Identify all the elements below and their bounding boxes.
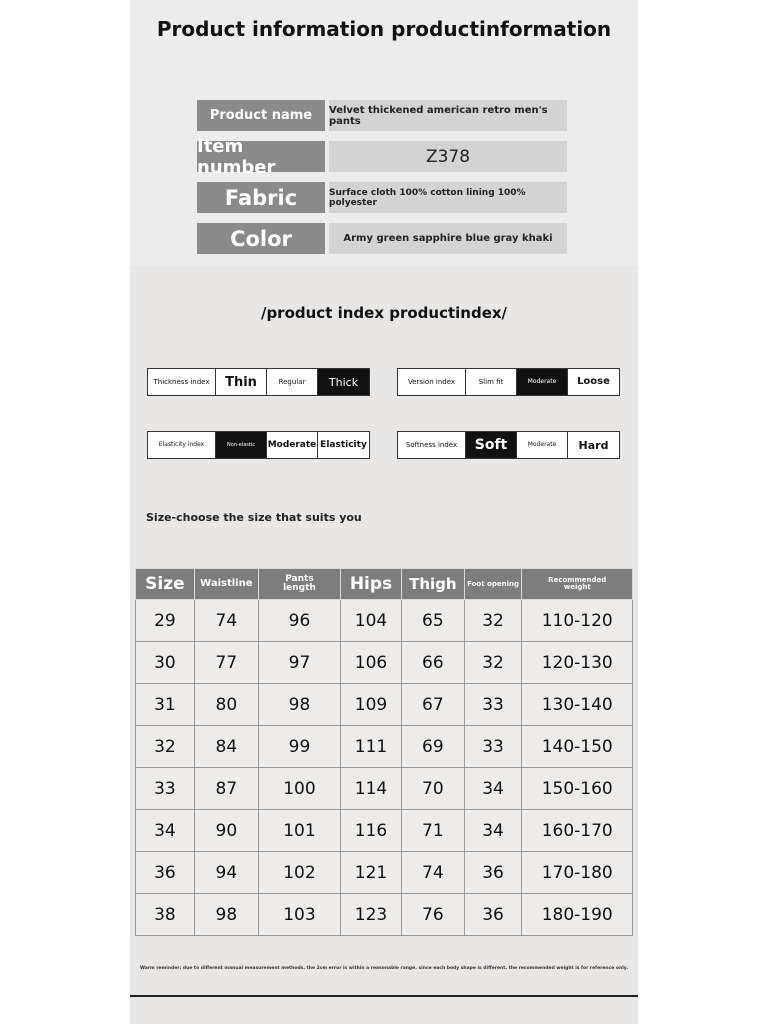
info-label-fabric: Fabric — [197, 182, 325, 213]
info-value-fabric: Surface cloth 100% cotton lining 100% polyester — [329, 182, 567, 213]
cell-thigh: 74 — [402, 852, 465, 894]
cell-thigh: 71 — [402, 810, 465, 852]
cell-hips: 106 — [340, 642, 401, 684]
cell-recommended-weight: 180-190 — [522, 894, 633, 936]
version-option-loose: Loose — [567, 369, 619, 395]
cell-thigh: 69 — [402, 726, 465, 768]
info-label-item-number: Item number — [197, 141, 325, 172]
cell-hips: 121 — [340, 852, 401, 894]
cell-pants-length: 97 — [258, 642, 340, 684]
header-size: Size — [136, 569, 195, 600]
table-row — [136, 726, 633, 768]
cell-size: 33 — [136, 768, 195, 810]
cell-recommended-weight: 170-180 — [522, 852, 633, 894]
thickness-option-thin: Thin — [215, 369, 266, 395]
elasticity-index-label: Elasticity index — [158, 441, 205, 448]
cell-hips: 109 — [340, 684, 401, 726]
size-heading: Size-choose the size that suits you — [146, 511, 362, 524]
bottom-divider — [130, 995, 638, 997]
cell-recommended-weight: 160-170 — [522, 810, 633, 852]
cell-hips: 111 — [340, 726, 401, 768]
cell-pants-length: 102 — [258, 852, 340, 894]
table-row — [136, 852, 633, 894]
thickness-index-label: Thickness index — [153, 377, 210, 386]
cell-foot-opening: 34 — [464, 768, 522, 810]
cell-foot-opening: 32 — [464, 600, 522, 642]
page-title: Product information productinformation — [156, 17, 612, 41]
cell-waistline: 77 — [194, 642, 258, 684]
header-pants-length: Pants length — [258, 569, 340, 600]
table-row — [136, 600, 633, 642]
table-row — [136, 768, 633, 810]
cell-thigh: 66 — [402, 642, 465, 684]
thickness-option-thick: Thick — [317, 369, 369, 395]
product-detail-page — [130, 0, 638, 1024]
cell-foot-opening: 33 — [464, 726, 522, 768]
cell-waistline: 87 — [194, 768, 258, 810]
cell-recommended-weight: 150-160 — [522, 768, 633, 810]
cell-pants-length: 100 — [258, 768, 340, 810]
cell-size: 36 — [136, 852, 195, 894]
cell-hips: 116 — [340, 810, 401, 852]
warm-reminder: Warm reminder: due to different manual measurement methods, the 2cm error is within a reasonable range. since each body shape is different, the recommended weight is for reference only. — [140, 966, 628, 971]
thickness-index — [147, 368, 370, 396]
elasticity-option-moderate: Moderate — [266, 432, 317, 458]
cell-thigh: 65 — [402, 600, 465, 642]
table-row — [136, 810, 633, 852]
table-row — [136, 894, 633, 936]
cell-size: 30 — [136, 642, 195, 684]
softness-index-label: Softness index — [405, 440, 458, 449]
cell-recommended-weight: 120-130 — [522, 642, 633, 684]
cell-waistline: 94 — [194, 852, 258, 894]
cell-size: 32 — [136, 726, 195, 768]
elasticity-index — [147, 431, 370, 459]
cell-waistline: 84 — [194, 726, 258, 768]
cell-thigh: 67 — [402, 684, 465, 726]
product-index-title: /product index productindex/ — [260, 304, 508, 322]
cell-waistline: 74 — [194, 600, 258, 642]
elasticity-option-elasticity: Elasticity — [317, 432, 369, 458]
table-row — [136, 642, 633, 684]
cell-foot-opening: 32 — [464, 642, 522, 684]
cell-hips: 114 — [340, 768, 401, 810]
softness-option-hard: Hard — [567, 432, 619, 458]
header-recommended-weight: Recommended weight — [522, 569, 633, 600]
header-foot-opening: Foot opening — [464, 569, 522, 600]
softness-index — [397, 431, 620, 459]
cell-size: 34 — [136, 810, 195, 852]
product-info-section — [130, 0, 638, 266]
cell-foot-opening: 36 — [464, 852, 522, 894]
version-option-moderate: Moderate — [516, 369, 567, 395]
cell-hips: 123 — [340, 894, 401, 936]
cell-waistline: 80 — [194, 684, 258, 726]
cell-size: 38 — [136, 894, 195, 936]
cell-foot-opening: 36 — [464, 894, 522, 936]
cell-waistline: 98 — [194, 894, 258, 936]
size-table-header — [136, 569, 633, 600]
info-label-color: Color — [197, 223, 325, 254]
version-option-slim-fit: Slim fit — [465, 369, 516, 395]
cell-foot-opening: 34 — [464, 810, 522, 852]
header-hips: Hips — [340, 569, 401, 600]
cell-pants-length: 101 — [258, 810, 340, 852]
info-value-item-number: Z378 — [329, 141, 567, 172]
version-index-label: Version index — [407, 377, 456, 386]
info-value-color: Army green sapphire blue gray khaki — [329, 223, 567, 254]
cell-pants-length: 99 — [258, 726, 340, 768]
size-table — [135, 568, 633, 936]
cell-waistline: 90 — [194, 810, 258, 852]
table-row — [136, 684, 633, 726]
thickness-option-regular: Regular — [266, 369, 317, 395]
cell-thigh: 76 — [402, 894, 465, 936]
cell-recommended-weight: 130-140 — [522, 684, 633, 726]
cell-thigh: 70 — [402, 768, 465, 810]
cell-pants-length: 96 — [258, 600, 340, 642]
cell-recommended-weight: 110-120 — [522, 600, 633, 642]
header-thigh: Thigh — [402, 569, 465, 600]
cell-pants-length: 98 — [258, 684, 340, 726]
elasticity-option-non-elastic: Non-elastic — [215, 432, 266, 458]
cell-pants-length: 103 — [258, 894, 340, 936]
cell-size: 29 — [136, 600, 195, 642]
cell-hips: 104 — [340, 600, 401, 642]
cell-recommended-weight: 140-150 — [522, 726, 633, 768]
info-value-product-name: Velvet thickened american retro men's pants — [329, 100, 567, 131]
version-index — [397, 368, 620, 396]
softness-option-moderate: Moderate — [516, 432, 567, 458]
cell-size: 31 — [136, 684, 195, 726]
info-label-product-name: Product name — [197, 100, 325, 131]
cell-foot-opening: 33 — [464, 684, 522, 726]
header-waistline: Waistline — [194, 569, 258, 600]
softness-option-soft: Soft — [465, 432, 516, 458]
